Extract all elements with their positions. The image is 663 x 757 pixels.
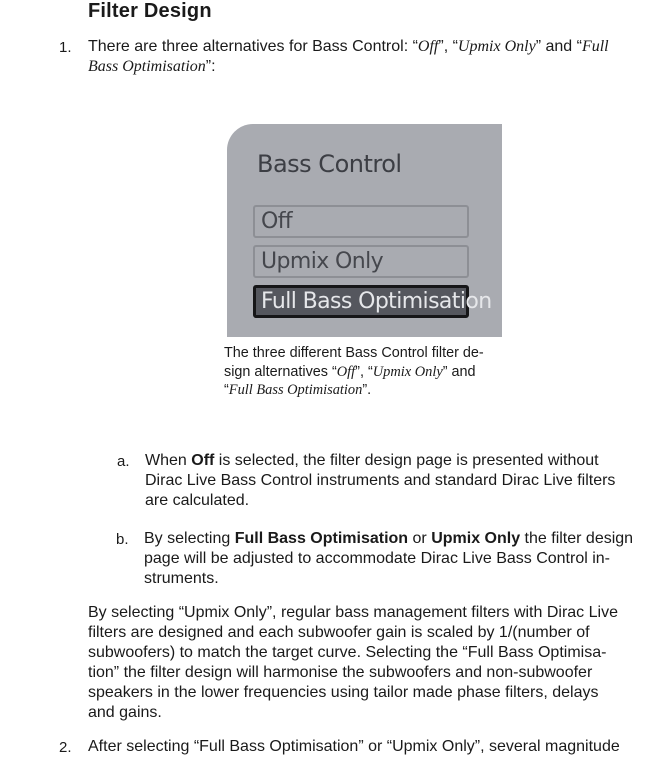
subitem-a-text: When Off is selected, the filter design page is presented without Dirac Live Bass Control instruments and standard Dirac Live filters are calculated. — [145, 452, 616, 509]
option-full-ref: Full — [581, 38, 609, 55]
section-heading: Filter Design — [88, 0, 212, 22]
item-number: 1. — [59, 39, 72, 56]
option-off-ref: Off — [417, 38, 439, 55]
item1-line2: Bass Optimisation”: — [88, 58, 216, 75]
subitem-b-label: b. — [116, 531, 129, 548]
option-upmix-only[interactable]: Upmix Only — [253, 245, 469, 278]
subitem-b-text: By selecting Full Bass Optimisation or Upmix Only the filter design page will be adjusted to accommodate Dirac Live Bass Control in- struments. — [144, 530, 634, 587]
figure-caption: The three different Bass Control filter de- sign alternatives “Off”, “Upmix Only” and “Full Bass Optimisation”. — [224, 345, 484, 398]
item2-text: After selecting “Full Bass Optimisation” or “Upmix Only”, several magnitude — [88, 738, 620, 755]
bass-control-title: Bass Control — [257, 150, 402, 178]
option-off[interactable]: Off — [253, 205, 469, 238]
subitem-a-label: a. — [117, 453, 130, 470]
explanation-paragraph: By selecting “Upmix Only”, regular bass management filters with Dirac Live filters are designed and each subwoofer gain is scaled by 1/(number of subwoofers) to match the target curve. Selecting the “Full Bass Optimisa- tion” the filter design will harmonise the subwoofers and non-subwoofer speakers in the lower frequencies using tailor made phase filters, delays and gains. — [88, 604, 618, 721]
option-upmix-ref: Upmix Only — [457, 38, 536, 55]
bass-control-screenshot — [227, 124, 502, 337]
item1-line1: There are three alternatives for Bass Control: “Off”, “Upmix Only” and “Full — [88, 38, 609, 55]
option-full-bass-optimisation[interactable]: Full Bass Optimisation — [253, 285, 469, 318]
item2-number: 2. — [59, 739, 72, 756]
